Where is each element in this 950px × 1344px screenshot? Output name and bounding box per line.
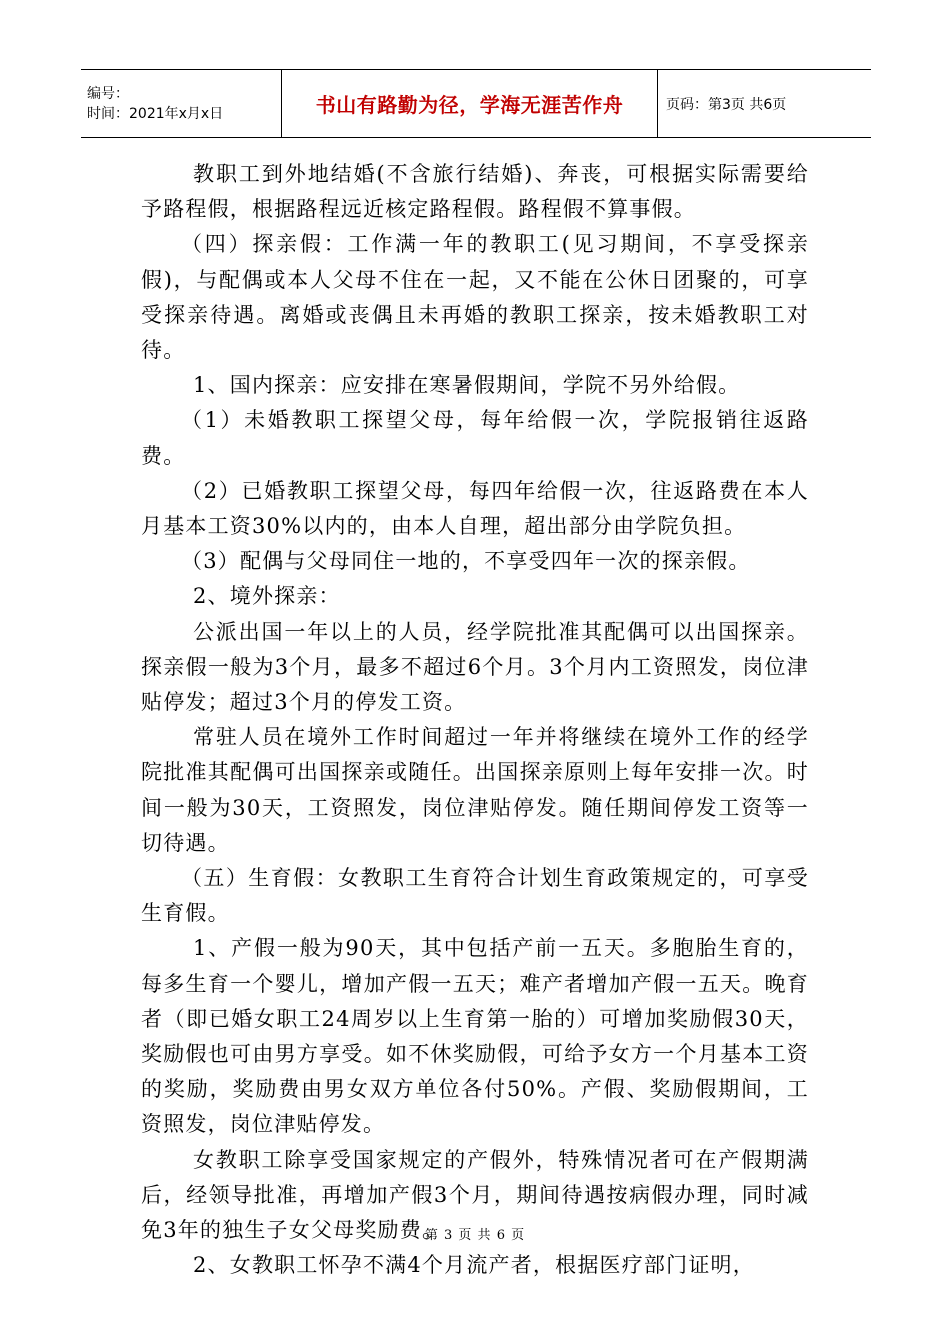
- document-body: [141, 157, 809, 1284]
- paragraph: 女教职工除享受国家规定的产假外，特殊情况者可在产假期满后，经领导批准，再增加产假3个月，期间待遇按病假办理，同时减免3年的独生子女父母奖励费。: [141, 1147, 809, 1243]
- paragraph: （四）探亲假：工作满一年的教职工(见习期间，不享受探亲假)，与配偶或本人父母不住在一起，又不能在公休日团聚的，可享受探亲待遇。离婚或丧偶且未再婚的教职工探亲，按未婚教职工对待。: [141, 232, 809, 363]
- paragraph: 公派出国一年以上的人员，经学院批准其配偶可以出国探亲。探亲假一般为3个月，最多不超过6个月。3个月内工资照发，岗位津贴停发；超过3个月的停发工资。: [141, 619, 809, 715]
- paragraph: 常驻人员在境外工作时间超过一年并将继续在境外工作的经学院批准其配偶可出国探亲或随任。出国探亲原则上每年安排一次。时间一般为30天，工资照发，岗位津贴停发。随任期间停发工资等一切待遇。: [141, 725, 809, 855]
- paragraph: （2）已婚教职工探望父母，每四年给假一次，往返路费在本人月基本工资30%以内的，由本人自理，超出部分由学院负担。: [141, 478, 809, 539]
- page-footer: 第 3 页 共 6 页: [424, 1228, 526, 1243]
- paragraph: 2、女教职工怀孕不满4个月流产者，根据医疗部门证明，: [193, 1253, 755, 1278]
- page-header: [81, 69, 871, 138]
- document-number-label: 编号：: [87, 85, 129, 102]
- header-motto: 书山有路勤为径，学海无涯苦作舟: [282, 70, 658, 137]
- header-page-info: 页码：第3页 共6页: [666, 96, 787, 113]
- paragraph: （3）配偶与父母同住一地的，不享受四年一次的探亲假。: [181, 549, 751, 574]
- paragraph: 1、国内探亲：应安排在寒暑假期间，学院不另外给假。: [193, 373, 741, 398]
- paragraph: 2、境外探亲：: [193, 584, 341, 609]
- header-meta: [81, 70, 282, 137]
- paragraph: （1）未婚教职工探望父母，每年给假一次，学院报销往返路费。: [141, 408, 809, 468]
- paragraph: 1、产假一般为90天，其中包括产前一五天。多胞胎生育的，每多生育一个婴儿，增加产假一五天；难产者增加产假一五天。晚育者（即已婚女职工24周岁以上生育第一胎的）可增加奖励假30天，奖励假也可由男方享受。如不休奖励假，可给予女方一个月基本工资的奖励，奖励费由男女双方单位各付50%。产假、奖励假期间，工资照发，岗位津贴停发。: [141, 936, 809, 1137]
- paragraph: 教职工到外地结婚(不含旅行结婚)、奔丧，可根据实际需要给予路程假，根据路程远近核定路程假。路程假不算事假。: [141, 162, 809, 222]
- document-date: 时间：2021年x月x日: [87, 105, 224, 122]
- paragraph: （五）生育假：女教职工生育符合计划生育政策规定的，可享受生育假。: [141, 866, 809, 926]
